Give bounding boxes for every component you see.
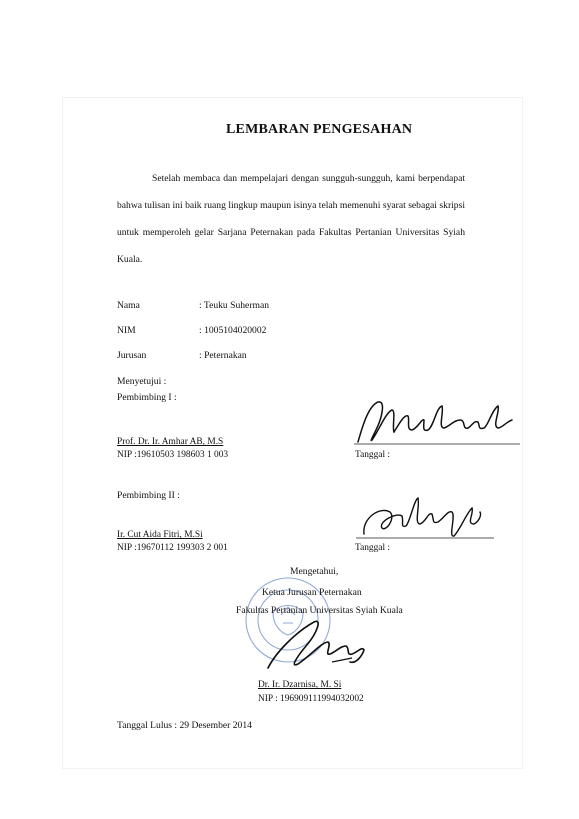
pembimbing2-nip: NIP :19670112 199303 2 001 — [117, 543, 228, 553]
pembimbing2-label: Pembimbing II : — [117, 490, 180, 501]
field-label-nama: Nama — [117, 300, 140, 311]
signature-ketua-image — [262, 612, 372, 676]
pembimbing1-nip: NIP :19610503 198603 1 003 — [117, 450, 229, 460]
ketua-nip: NIP : 196909111994032002 — [258, 694, 364, 704]
field-value-nim: : 1005104020002 — [199, 325, 267, 336]
signature-pembimbing2-image — [356, 494, 496, 540]
mengetahui-faculty: Fakultas Pertanian Universitas Syiah Kuala — [236, 605, 403, 616]
page-title: LEMBARAN PENGESAHAN — [226, 122, 413, 137]
field-label-jurusan: Jurusan — [117, 350, 147, 361]
ketua-name: Dr. Ir. Dzarnisa, M. Si — [258, 680, 342, 690]
pembimbing1-tanggal: Tanggal : — [355, 450, 391, 460]
approval-paragraph: Setelah membaca dan mempelajari dengan sungguh-sungguh, kami berpendapat bahwa tulisan ini baik ruang lingkup maupun isinya telah memenuhi syarat sebagai skripsi untuk memperoleh gelar Sarjana Peternakan pada Fakultas Pertanian Universitas Syiah Kuala. — [117, 173, 465, 265]
pembimbing1-name: Prof. Dr. Ir. Amhar AB, M.S — [117, 437, 224, 447]
field-value-jurusan: : Peternakan — [199, 350, 247, 361]
pembimbing2-name: Ir. Cut Aida Fitri, M.Si — [117, 530, 203, 540]
tanggal-lulus: Tanggal Lulus : 29 Desember 2014 — [117, 720, 252, 731]
mengetahui-label: Mengetahui, — [290, 566, 339, 577]
pembimbing2-tanggal: Tanggal : — [355, 543, 391, 553]
field-value-nama: : Teuku Suherman — [199, 300, 270, 311]
signature-pembimbing1-image — [352, 398, 522, 446]
field-label-nim: NIM — [117, 325, 136, 336]
menyetujui-label: Menyetujui : — [117, 376, 167, 387]
mengetahui-role: Ketua Jurusan Peternakan — [262, 587, 362, 598]
pembimbing1-label: Pembimbing I : — [117, 392, 177, 403]
